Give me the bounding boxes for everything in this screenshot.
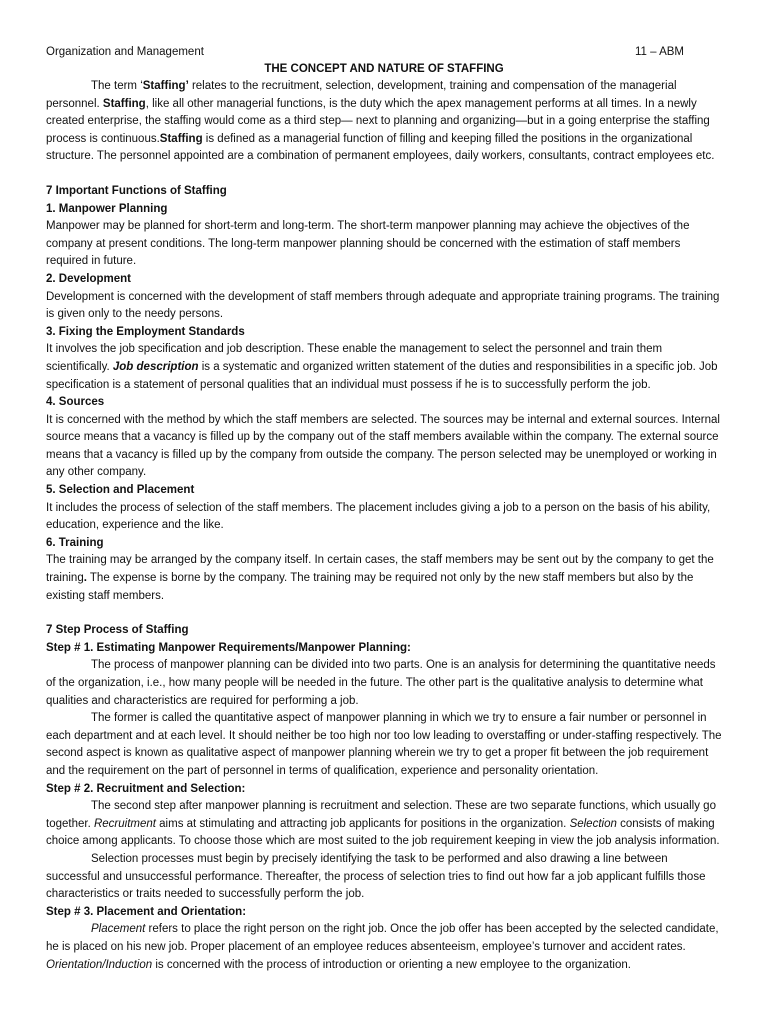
function-text: It involves the job specification and job description. These enable the management to select the personnel and train them scientifically. Job description is a systematic and organized written statement of the duties and responsibilities in a specific job. Job specification is a statement of personal qualities that an individual must possess if he is to successfully perform the job.	[46, 343, 718, 391]
step-paragraph: The process of manpower planning can be divided into two parts. One is an analysis for determining the quantitative needs of the organization, i.e., how many people will be needed in the future. The other part is the qualitative analysis to determine what qualities and characteristics are required for performing a job.	[46, 659, 716, 707]
document-title: THE CONCEPT AND NATURE OF STAFFING	[264, 63, 504, 75]
function-title: 2. Development	[46, 272, 131, 285]
function-text: The training may be arranged by the company itself. In certain cases, the staff members may be sent out by the company to get the training. The expense is borne by the company. The training may be required not only by the new staff members but also by the existing staff members.	[46, 554, 714, 602]
step-paragraph: The former is called the quantitative aspect of manpower planning in which we try to ensure a fair number or personnel in each department and at each level. It should neither be too high nor too low leading to overstaffing or under-staffing respectively. The second aspect is known as qualitative aspect of manpower planning wherein we try to get a proper fit between the job requirement and the requirement on the part of personnel in terms of qualification, experience and personality orientation.	[46, 712, 722, 777]
function-text: Development is concerned with the development of staff members through adequate and appropriate training programs. The training is given only to the needy persons.	[46, 290, 720, 321]
function-text: Manpower may be planned for short-term and long-term. The short-term manpower planning may achieve the objectives of the company at present conditions. The long-term manpower planning should be concerned with the estimation of staff members required in future.	[46, 220, 690, 268]
page-header	[46, 44, 722, 61]
step-paragraph: Placement refers to place the right person on the right job. Once the job offer has been accepted by the selected candidate, he is placed on his new job. Proper placement of an employee reduces absenteeism, employee’s turnover and accident rates.	[46, 923, 719, 953]
step-paragraph: Orientation/Induction is concerned with the process of introduction or orienting a new employee to the organization.	[46, 958, 631, 971]
function-title: 5. Selection and Placement	[46, 484, 195, 497]
function-title: 6. Training	[46, 536, 104, 549]
step-paragraph: Selection processes must begin by precisely identifying the task to be performed and also drawing a line between successful and unsuccessful performance. Thereafter, the process of selection tries to find out how far a job applicant fulfills those characteristics or traits needed to successfully perform the job.	[46, 852, 706, 901]
step-title: Step # 2. Recruitment and Selection:	[46, 782, 246, 795]
functions-heading: 7 Important Functions of Staffing	[46, 184, 227, 197]
document-page	[46, 44, 722, 974]
function-title: 4. Sources	[46, 396, 105, 409]
intro-paragraph: The term ‘Staffing’ relates to the recruitment, selection, development, training and compensation of the managerial personnel. Staffing, like all other managerial functions, is the duty which the apex management performs at all times. In a newly created enterprise, the staffing would come as a third step— next to planning and organizing—but in a going enterprise the staffing process is continuous.Staffing is defined as a managerial function of filling and keeping filled the positions in the organizational structure. The personnel appointed are a combination of permanent employees, daily workers, consultants, contract employees etc.	[46, 80, 715, 163]
function-text: It is concerned with the method by which the staff members are selected. The sources may be internal and external sources. Internal source means that a vacancy is filled up by the company out of the staff members available within the company. The external source means that a vacancy is filled up by the company from outside the company. The person selected may be unemployed or working in any other company.	[46, 413, 720, 479]
step-paragraph: The second step after manpower planning is recruitment and selection. These are two separate functions, which usually go together. Recruitment aims at stimulating and attracting job applicants for positions in the organization. Selection consists of making choice among applicants. To choose those which are most suited to the job requirement keeping in view the job analysis information.	[46, 800, 720, 848]
header-subject: Organization and Management	[46, 46, 204, 58]
header-grade: 11 – ABM	[634, 46, 684, 58]
function-text: It includes the process of selection of the staff members. The placement includes giving a job to a person on the basis of his ability, education, experience and the like.	[46, 501, 711, 532]
function-title: 3. Fixing the Employment Standards	[46, 325, 245, 338]
step-title: Step # 3. Placement and Orientation:	[46, 905, 247, 918]
function-title: 1. Manpower Planning	[46, 202, 168, 215]
process-heading: 7 Step Process of Staffing	[46, 624, 189, 637]
step-title: Step # 1. Estimating Manpower Requirements/Manpower Planning:	[46, 641, 411, 654]
